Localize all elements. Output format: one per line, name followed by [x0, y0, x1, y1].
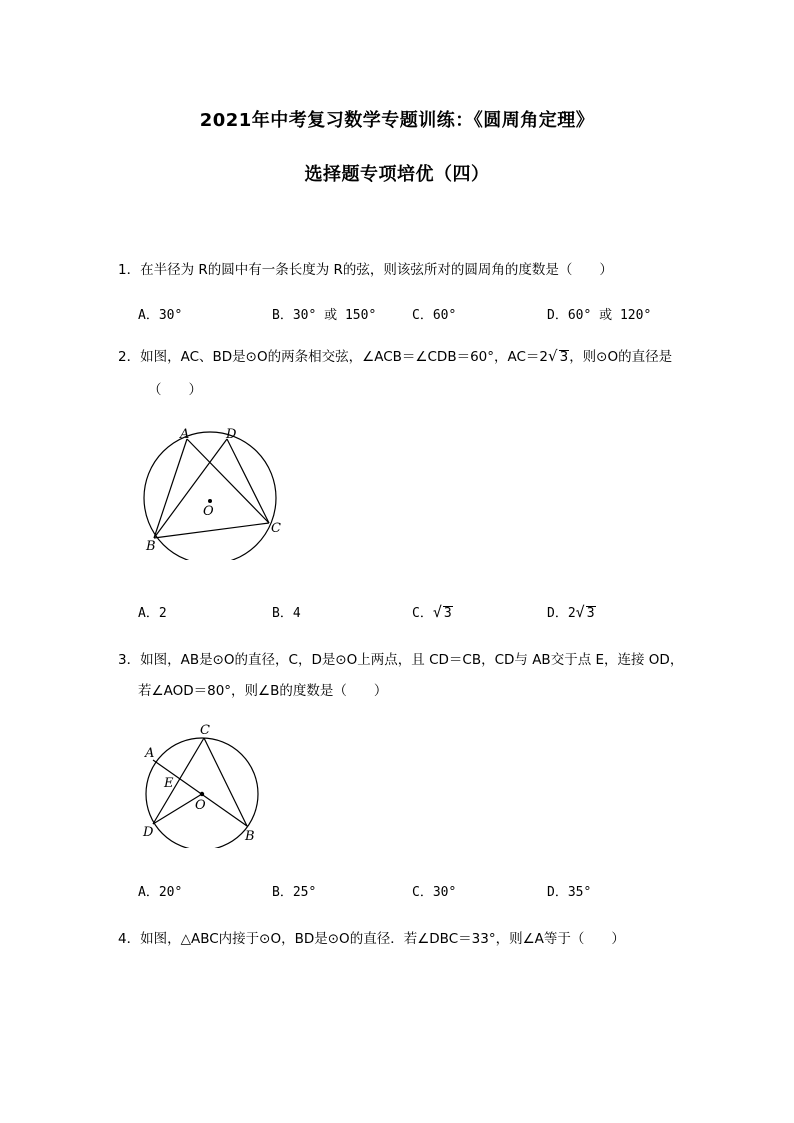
chord-bd — [154, 439, 227, 538]
chord-dc — [227, 439, 269, 523]
page-subtitle: 选择题专项培优（四） — [304, 164, 490, 185]
question-2-text — [118, 345, 672, 365]
question-2-option-d-root: 3 — [586, 606, 595, 621]
label-o: O — [195, 798, 206, 813]
question-2-option-c[interactable] — [412, 602, 453, 621]
center-point — [208, 499, 212, 503]
question-2-text-b: ，则⊙O的直径是 — [569, 349, 673, 365]
label-o: O — [203, 504, 214, 519]
label-e: E — [164, 776, 174, 791]
question-2-answer-blank: （ ） — [148, 382, 202, 398]
chord-cb — [204, 738, 247, 826]
question-1-option-d[interactable]: D．60° 或 120° — [547, 308, 652, 323]
question-1-option-c[interactable]: C．60° — [412, 308, 457, 323]
question-3-option-c[interactable]: C．30° — [412, 885, 457, 900]
question-4-text: 4．如图，△ABC内接于⊙O，BD是⊙O的直径．若∠DBC＝33°，则∠A等于（ ） — [118, 931, 625, 947]
question-2-option-d-prefix: D．2 — [547, 606, 576, 621]
label-c: C — [200, 723, 210, 738]
label-a: A — [180, 427, 190, 442]
question-2-option-b[interactable]: B．4 — [272, 606, 301, 621]
question-2-text-a: 2．如图，AC、BD是⊙O的两条相交弦，∠ACB＝∠CDB＝60°，AC＝2 — [118, 349, 549, 365]
question-3-option-d[interactable]: D．35° — [547, 885, 592, 900]
question-2-option-c-prefix: C． — [412, 606, 433, 621]
question-3-figure — [136, 718, 266, 848]
question-2-option-c-root: 3 — [443, 606, 452, 621]
sqrt-icon: √ — [575, 603, 585, 621]
question-1-option-b[interactable]: B．30° 或 150° — [272, 308, 377, 323]
label-a: A — [145, 746, 155, 761]
sqrt-icon: √ — [548, 347, 558, 365]
label-c: C — [271, 521, 281, 536]
label-d: D — [226, 427, 237, 442]
page-title: 2021年中考复习数学专题训练：《圆周角定理》 — [199, 110, 595, 131]
chord-ab — [154, 439, 187, 538]
question-2-figure — [130, 420, 300, 560]
question-3-line-2: 若∠AOD＝80°，则∠B的度数是（ ） — [138, 683, 388, 699]
question-3-option-b[interactable]: B．25° — [272, 885, 317, 900]
sqrt-icon: √ — [432, 603, 442, 621]
label-b: B — [245, 829, 255, 844]
question-2-option-d[interactable] — [547, 602, 596, 621]
chord-bc — [154, 523, 269, 538]
center-point — [200, 792, 204, 796]
diameter-ab — [153, 760, 247, 826]
question-2-root-value: 3 — [559, 349, 569, 365]
question-3-line-1: 3．如图，AB是⊙O的直径，C，D是⊙O上两点，且 CD＝CB，CD与 AB交于点 E，连接 OD， — [118, 652, 684, 668]
circle-o — [144, 432, 276, 560]
label-b: B — [146, 539, 156, 554]
question-1-text: 1．在半径为 R的圆中有一条长度为 R的弦，则该弦所对的圆周角的度数是（ ） — [118, 262, 613, 278]
question-1-option-a[interactable]: A．30° — [138, 308, 183, 323]
question-2-option-a[interactable]: A．2 — [138, 606, 167, 621]
label-d: D — [143, 825, 154, 840]
question-3-option-a[interactable]: A．20° — [138, 885, 183, 900]
